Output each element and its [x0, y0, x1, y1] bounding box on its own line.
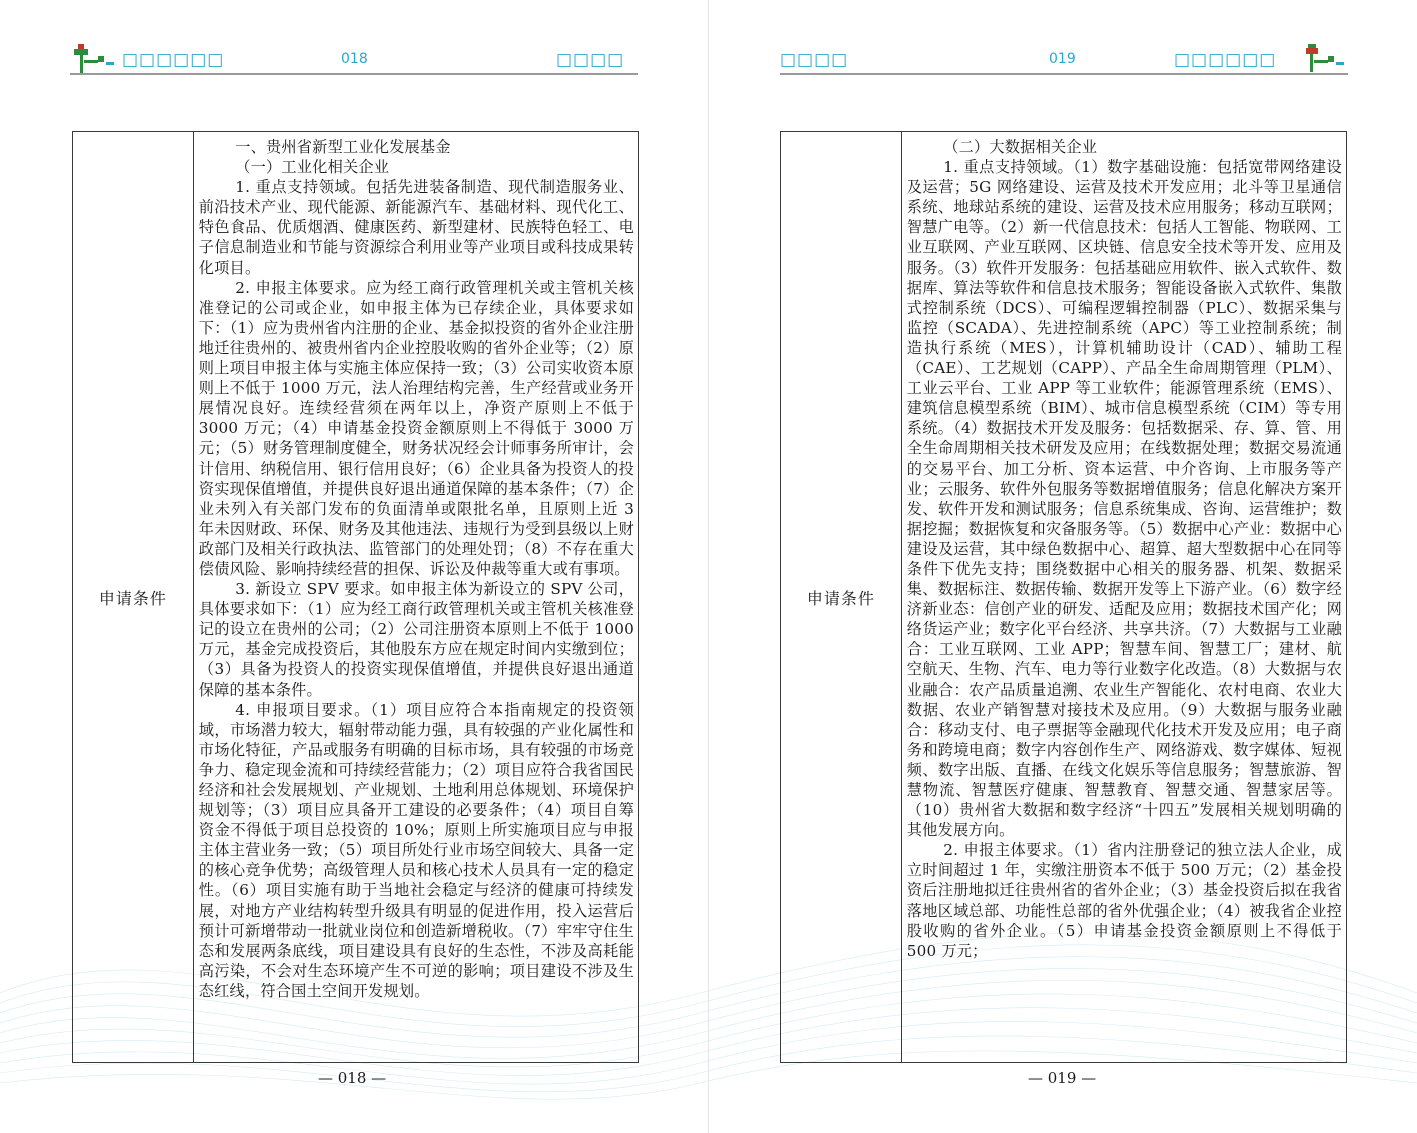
right-footer-page-number: — 019 — [1028, 1069, 1097, 1087]
right-header-section: □□□□ [780, 50, 849, 70]
paragraph: 2. 申报主体要求。应为经工商行政管理机关或主管机关核准登记的公司或企业，如申报主体为已存续企业，具体要求如下：（1）应为贵州省内注册的企业、基金拟投资的省外企业注册地迁往贵州的、被贵州省内企业控股收购的省外企业等；（2）原则上项目申报主体与实施主体应保持一致；（3）公司实收资本原则上不低于 1000 万元，法人治理结构完善，生产经营或业务开展情况良好。连续经营须在两年以上，净资产原则上不低于 3000 万元；（4）申请基金投资金额原则上不得低于 3000 万元；（5）财务管理制度健全，财务状况经会计师事务所审计，会计信用、纳税信用、银行信用良好；（6）企业具备为投资人的投资实现保值增值，并提供良好退出通道保障的基本条件；（7）企业未列入有关部门发布的负面清单或限批名单，且原则上近 3 年未因财政、环保、财务及其他违法、违规行为受到县级以上财政部门及相关行政执法、监管部门的处理处罚；（8）不存在重大偿债风险、影响持续经营的担保、诉讼及仲裁等重大或有事项。 [198, 278, 634, 578]
right-label-cell: 申请条件 [781, 132, 902, 1062]
section-heading: 一、贵州省新型工业化发展基金 [235, 138, 451, 156]
right-header-rule [780, 73, 1348, 75]
left-header-section: □□□□ [556, 50, 625, 70]
left-label-cell: 申请条件 [73, 132, 194, 1062]
left-content-cell [194, 132, 638, 1062]
tree-logo-icon [1300, 40, 1350, 76]
tree-logo-icon [70, 40, 120, 76]
left-footer-page-number: — 018 — [318, 1069, 387, 1087]
paragraph: 4. 申报项目要求。（1）项目应符合本指南规定的投资领域，市场潜力较大，辐射带动能力强，具有较强的产业化属性和市场化特征，产品或服务有明确的目标市场，具有较强的市场竞争力、稳定现金流和可持续经营能力；（2）项目应符合我省国民经济和社会发展规划、产业规划、土地利用总体规划、环境保护规划等；（3）项目应具备开工建设的必要条件；（4）项目自筹资金不得低于项目总投资的 10%；原则上所实施项目应与申报主体主营业务一致；（5）项目所处行业市场空间较大、具备一定的核心竞争优势；高级管理人员和核心技术人员具有一定的稳定性。（6）项目实施有助于当地社会稳定与经济的健康可持续发展，对地方产业结构转型升级具有明显的促进作用，投入运营后预计可新增带动一批就业岗位和创造新增税收。（7）牢牢守住生态和发展两条底线，项目建设具有良好的生态性，不涉及高耗能高污染，不会对生态环境产生不可逆的影响；项目建设不涉及生态红线，符合国土空间开发规划。 [198, 700, 634, 1000]
subsection-heading: （二）大数据相关企业 [943, 138, 1098, 156]
right-header-title: □□□□□□ [1174, 50, 1277, 70]
subsection-heading: （一）工业化相关企业 [235, 158, 390, 177]
paragraph: 2. 申报主体要求。（1）省内注册登记的独立法人企业，成立时间超过 1 年，实缴注册资本不低于 500 万元；（2）基金投资后注册地拟迁往贵州省的省外企业；（3）基金投资后拟在我省落地区域总部、功能性总部的省外优强企业；（4）被我省企业控股收购的省外企业。（5）申请基金投资金额原则上不得低于 500 万元； [906, 841, 1342, 960]
right-content-cell [902, 132, 1346, 1062]
paragraph: 3. 新设立 SPV 要求。如申报主体为新设立的 SPV 公司，具体要求如下：（1）应为经工商行政管理机关或主管机关核准登记的设立在贵州的公司；（2）公司注册资本原则上不低于 1000 万元，基金完成投资后，其他股东方应在规定时间内实缴到位；（3）具备为投资人的投资实现保值增值，并提供良好退出通道保障的基本条件。 [198, 580, 634, 699]
paragraph: 1. 重点支持领域。包括先进装备制造、现代制造服务业、前沿技术产业、现代能源、新能源汽车、基础材料、现代化工、特色食品、优质烟酒、健康医药、新型建材、民族特色轻工、电子信息制造业和节能与资源综合利用业等产业项目或科技成果转化项目。 [198, 178, 634, 277]
left-header-rule [70, 73, 638, 75]
left-header-page-number: 018 [341, 51, 368, 67]
left-header-title: □□□□□□ [122, 50, 225, 70]
paragraph: 1. 重点支持领域。（1）数字基础设施：包括宽带网络建设及运营；5G 网络建设、运营及技术开发应用；北斗等卫星通信系统、地球站系统的建设、运营及技术应用服务；移动互联网；智慧广电等。（2）新一代信息技术：包括人工智能、物联网、工业互联网、产业互联网、区块链、信息安全技术等开发、应用及服务。（3）软件开发服务：包括基础应用软件、嵌入式软件、数据库、算法等软件和信息技术服务；智能设备嵌入式软件、集散式控制系统（DCS）、可编程逻辑控制器（PLC）、数据采集与监控（SCADA）、先进控制系统（APC）等工业控制系统；制造执行系统（MES），计算机辅助设计（CAD）、辅助工程（CAE）、工艺规划（CAPP）、产品全生命周期管理（PLM）、工业云平台、工业 APP 等工业软件；能源管理系统（EMS）、建筑信息模型系统（BIM）、城市信息模型系统（CIM）等专用系统。（4）数据技术开发及服务：包括数据采、存、算、管、用全生命周期相关技术研发及应用；在线数据处理；数据交易流通的交易平台、加工分析、资本运营、中介咨询、上市服务等产业；云服务、软件外包服务等数据增值服务；信息化解决方案开发、软件开发和测试服务；信息系统集成、咨询、运营维护；数据挖掘；数据恢复和灾备服务等。（5）数据中心产业：数据中心建设及运营，其中绿色数据中心、超算、超大型数据中心在同等条件下优先支持；围绕数据中心相关的服务器、机架、数据采集、数据标注、数据传输、数据开发等上下游产业。（6）数字经济新业态：信创产业的研发、适配及应用；数据技术国产化；网络货运产业；数字化平台经济、共享共济。（7）大数据与工业融合：工业互联网、工业 APP；智慧车间、智慧工厂；建材、航空航天、生物、汽车、电力等行业数字化改造。（8）大数据与农业融合：农产品质量追溯、农业生产智能化、农村电商、农业大数据、农业产销智慧对接技术及应用。（9）大数据与服务业融合：移动支付、电子票据等金融现代化技术开发及应用；电子商务和跨境电商；数字内容创作生产、网络游戏、数字媒体、短视频、数字出版、直播、在线文化娱乐等信息服务；智慧旅游、智慧物流、智慧医疗健康、智慧教育、智慧交通、智慧家居等。（10）贵州省大数据和数字经济“十四五”发展相关规划明确的其他发展方向。 [906, 158, 1342, 840]
left-conditions-table [72, 131, 639, 1063]
page-divider [708, 0, 709, 1133]
right-conditions-table [780, 131, 1347, 1063]
right-header-page-number: 019 [1049, 51, 1076, 67]
